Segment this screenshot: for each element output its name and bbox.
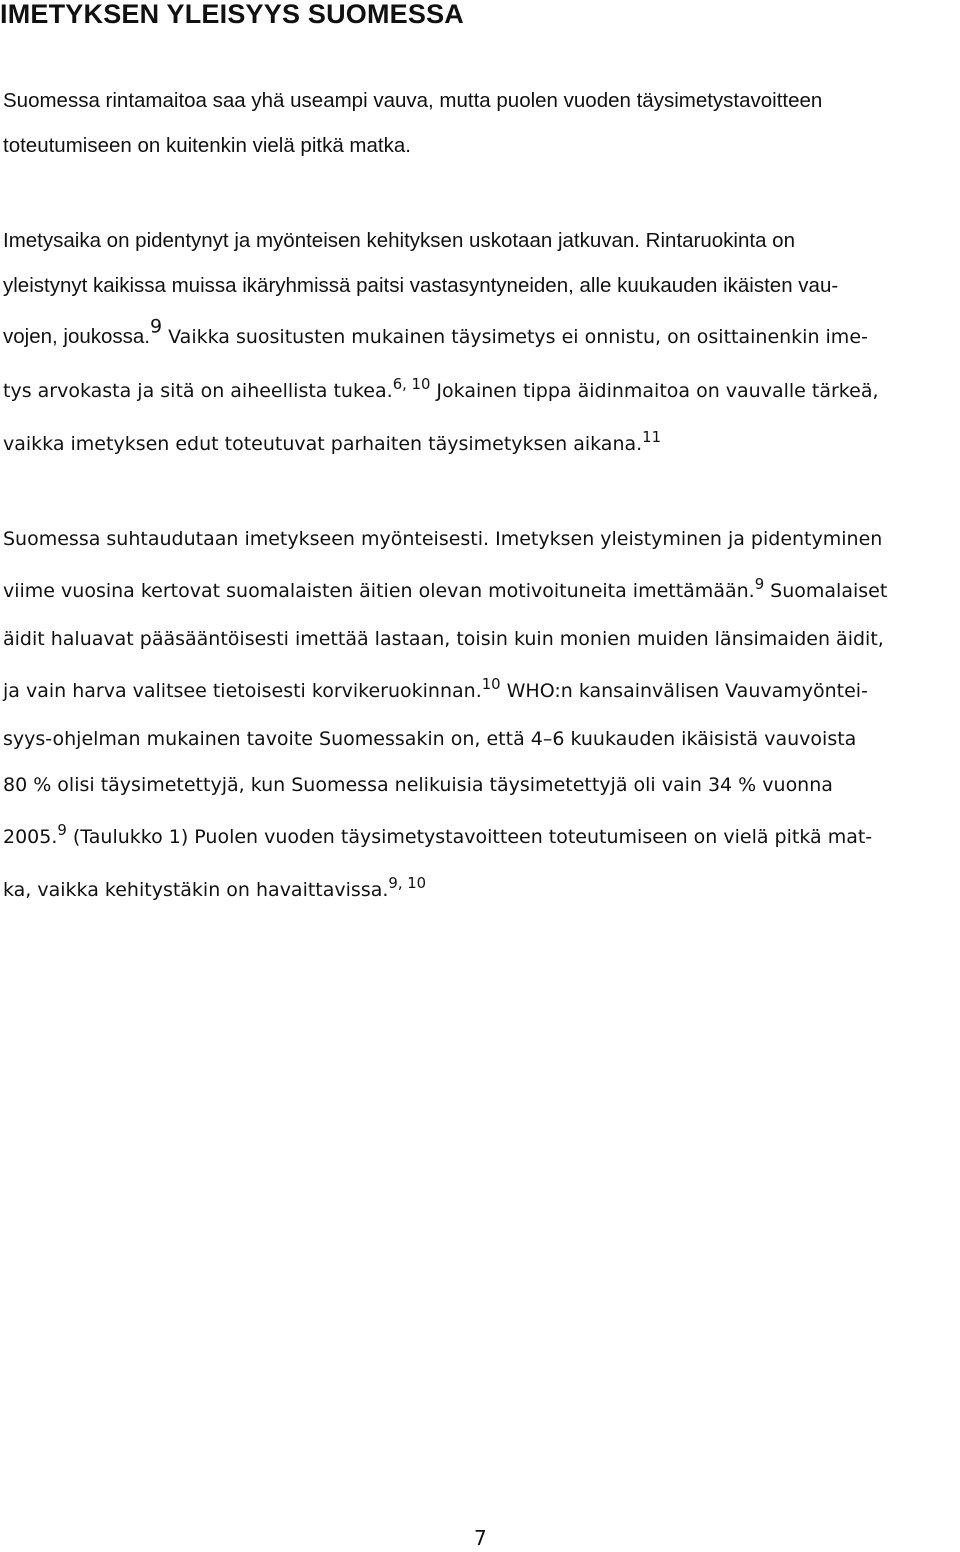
citation-ref: 9 [754, 575, 765, 593]
paragraph-3-line-2 [3, 577, 887, 605]
paragraph-2-line-4-text-a: tys arvokasta ja sitä on aiheellista tukea. [3, 380, 393, 402]
citation-ref: 9 [57, 821, 67, 839]
citation-ref: 10 [481, 675, 501, 693]
paragraph-2-line-2: yleistynyt kaikissa muissa ikäryhmissä paitsi vastasyntyneiden, alle kuukauden ikäisten vau- [3, 274, 839, 297]
paragraph-3-line-2-text-b: Suomalaiset [764, 580, 888, 602]
paragraph-3-line-2-text-a: viime vuosina kertovat suomalaisten äitien olevan motivoituneita imettämään. [3, 580, 755, 602]
paragraph-3-line-8-text-a: ka, vaikka kehitystäkin on havaittavissa. [3, 879, 389, 901]
citation-ref: 11 [642, 428, 662, 446]
paragraph-3-line-4-text-b: WHO:n kansainvälisen Vauvamyöntei- [500, 680, 868, 702]
paragraph-3-line-7-text-b: (Taulukko 1) Puolen vuoden täysimetystavoitteen toteutumiseen on vielä pitkä mat- [66, 826, 873, 848]
paragraph-3-line-6: 80 % olisi täysimetettyjä, kun Suomessa nelikuisia täysimetettyjä oli vain 34 % vuonna [3, 774, 833, 796]
paragraph-3-line-4 [3, 677, 868, 705]
paragraph-3-line-7-text-a: 2005. [3, 826, 58, 848]
paragraph-2-line-3-text-b: Vaikka suositusten mukainen täysimetys ei onnistu, on osittainenkin ime- [162, 326, 868, 348]
paragraph-2-line-5 [3, 430, 661, 458]
paragraph-3-line-7 [3, 823, 872, 851]
citation-ref: 6, 10 [392, 375, 431, 393]
paragraph-2-line-3 [3, 315, 868, 351]
citation-ref: 9 [150, 315, 163, 338]
paragraph-2-line-3-text-a: vojen, joukossa. [3, 325, 151, 348]
paragraph-3-line-8 [3, 876, 426, 904]
paragraph-3-line-1: Suomessa suhtaudutaan imetykseen myönteisesti. Imetyksen yleistyminen ja pidentyminen [3, 528, 883, 550]
section-heading: IMETYKSEN YLEISYYS SUOMESSA [0, 0, 465, 29]
paragraph-3-line-5: syys-ohjelman mukainen tavoite Suomessakin on, että 4–6 kuukauden ikäisistä vauvoista [3, 728, 857, 750]
citation-ref: 9, 10 [388, 874, 427, 892]
paragraph-1-line-2: toteutumiseen on kuitenkin vielä pitkä matka. [3, 134, 411, 157]
paragraph-2-line-1: Imetysaika on pidentynyt ja myönteisen kehityksen uskotaan jatkuvan. Rintaruokinta on [3, 229, 795, 252]
paragraph-2-line-4 [3, 377, 879, 405]
paragraph-1-line-1: Suomessa rintamaitoa saa yhä useampi vauva, mutta puolen vuoden täysimetystavoitteen [3, 89, 823, 112]
paragraph-3-line-4-text-a: ja vain harva valitsee tietoisesti korvikeruokinnan. [3, 680, 482, 702]
paragraph-2-line-4-text-b: Jokainen tippa äidinmaitoa on vauvalle tärkeä, [430, 380, 879, 402]
paragraph-2-line-5-text-a: vaikka imetyksen edut toteutuvat parhaiten täysimetyksen aikana. [3, 433, 643, 455]
paragraph-3-line-3: äidit haluavat pääsääntöisesti imettää lastaan, toisin kuin monien muiden länsimaiden äidit, [3, 628, 884, 650]
page-number: 7 [474, 1526, 487, 1550]
